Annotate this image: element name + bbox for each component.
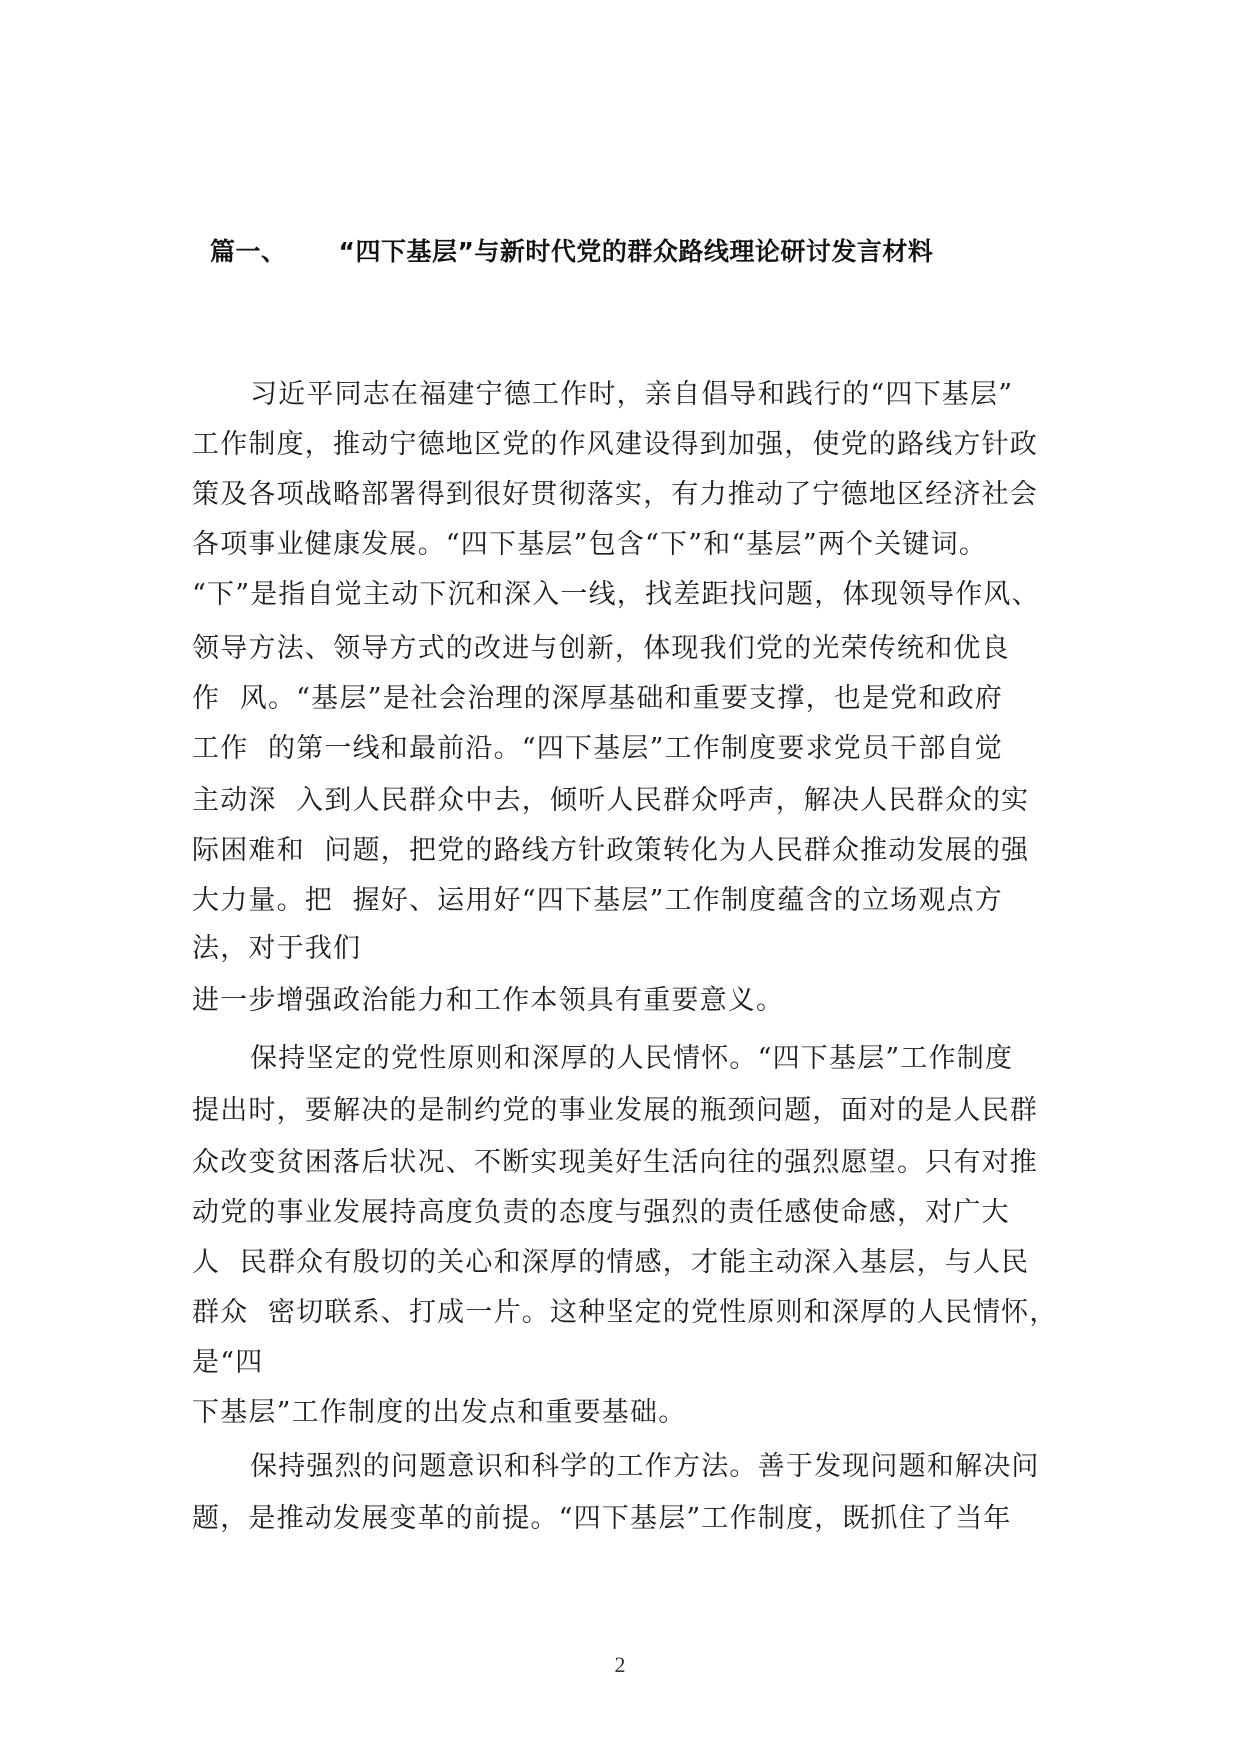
body-line: 大力量。把 握好、运用好“四下基层”工作制度蕴含的立场观点方 (192, 885, 1003, 916)
body-line: 保持强烈的问题意识和科学的工作方法。善于发现问题和解决问 (250, 1451, 1040, 1482)
body-line: 工作 的第一线和最前沿。“四下基层”工作制度要求党员干部自觉 (192, 733, 1003, 764)
document-title (210, 232, 1110, 268)
body-line: 群众 密切联系、打成一片。这种坚定的党性原则和深厚的人民情怀， (192, 1297, 1058, 1328)
title-text: “四下基层”与新时代党的群众路线理论研讨发言材料 (338, 237, 934, 266)
body-line: “下”是指自觉主动下沉和深入一线，找差距找问题，体现领导作风、 (192, 579, 1040, 610)
body-line: 下基层”工作制度的出发点和重要基础。 (192, 1397, 687, 1428)
body-line: 领导方法、领导方式的改进与创新，体现我们党的光荣传统和优良 (192, 633, 1010, 664)
body-line: 进一步增强政治能力和工作本领具有重要意义。 (192, 985, 785, 1016)
body-line: 各项事业健康发展。“四下基层”包含“下”和“基层”两个关键词。 (192, 529, 988, 560)
page-number: 2 (614, 1652, 626, 1677)
body-line: 作 风。“基层”是社会治理的深厚基础和重要支撑，也是党和政府 (192, 683, 1003, 714)
body-line: 题，是推动发展变革的前提。“四下基层”工作制度，既抓住了当年 (192, 1503, 1012, 1534)
body-line: 法，对于我们 (192, 933, 362, 964)
body-line: 众改变贫困落后状况、不断实现美好生活向往的强烈愿望。只有对推 (192, 1147, 1038, 1178)
body-line: 是“四 (192, 1347, 264, 1378)
body-line: 主动深 入到人民群众中去，倾听人民群众呼声，解决人民群众的实 (192, 785, 1030, 816)
body-line: 动党的事业发展持高度负责的态度与强烈的责任感使命感，对广大 (192, 1197, 1010, 1228)
body-line: 工作制度，推动宁德地区党的作风建设得到加强，使党的路线方针政 (192, 429, 1038, 460)
body-line: 习近平同志在福建宁德工作时，亲自倡导和践行的“四下基层” (250, 379, 1014, 410)
body-line: 策及各项战略部署得到很好贯彻落实，有力推动了宁德地区经济社会 (192, 479, 1038, 510)
title-prefix: 篇一、 (210, 237, 287, 266)
body-line: 际困难和 问题，把党的路线方针政策转化为人民群众推动发展的强 (192, 835, 1030, 866)
body-line: 保持坚定的党性原则和深厚的人民情怀。“四下基层”工作制度 (250, 1043, 1014, 1074)
body-line: 人 民群众有殷切的关心和深厚的情感，才能主动深入基层，与人民 (192, 1247, 1030, 1278)
body-line: 提出时，要解决的是制约党的事业发展的瓶颈问题，面对的是人民群 (192, 1095, 1038, 1126)
